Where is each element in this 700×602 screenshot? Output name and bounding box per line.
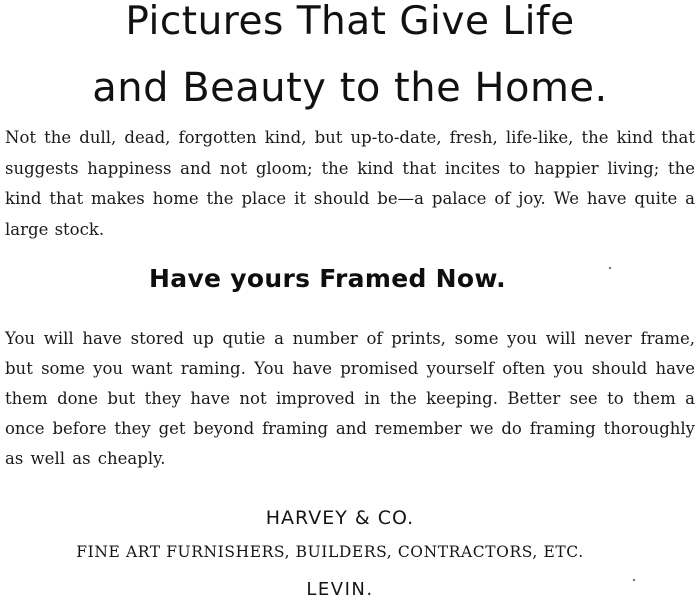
intro-paragraph: Not the dull, dead, forgotten kind, but up-to-date, fresh, life-like, the kind that suggests happiness and not gloom; the kind that incites to happier living; the kind that makes home the place it should be—a palace of joy. We have quite a large stock.	[5, 128, 695, 239]
headline-line-1: Pictures That Give Life	[125, 0, 575, 44]
print-speck	[633, 579, 635, 581]
advertiser-description: FINE ART FURNISHERS, BUILDERS, CONTRACTORS, ETC.	[76, 543, 584, 561]
advertiser-town: LEVIN.	[306, 579, 374, 600]
advertiser-name: HARVEY & CO.	[265, 507, 415, 529]
print-speck	[609, 267, 611, 269]
headline-line-2: and Beauty to the Home.	[92, 65, 608, 111]
subheading: Have yours Framed Now.	[149, 264, 506, 293]
body-paragraph: You will have stored up qutie a number of prints, some you will never frame, but some you want raming. You have promised yourself often you should have them done but they have not improved in the keeping. Better see to them a once before they get beyond framing and remember we do framing thoroughly as well as cheaply.	[5, 329, 695, 468]
